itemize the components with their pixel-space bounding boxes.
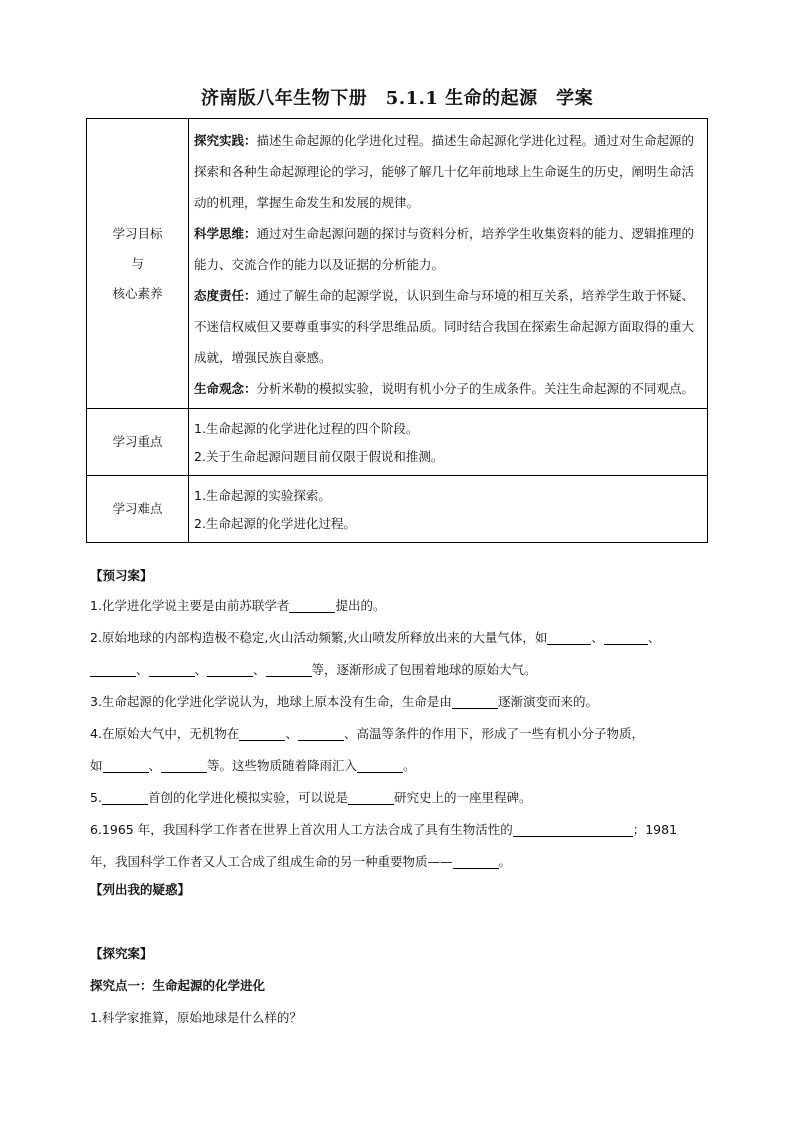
list-item: 1.生命起源的实验探索。 (194, 488, 331, 503)
objectives-row (87, 119, 708, 409)
objectives-table (86, 118, 708, 543)
objective-practice: 探究实践：描述生命起源的化学进化过程。描述生命起源化学进化过程。通过对生命起源的探索和各种生命起源理论的学习，能够了解几十亿年前地球上生命诞生的历史，阐明生命活动的机理，掌握生命发生和发展的规律。 (194, 133, 695, 210)
key-points-label: 学习重点 (87, 409, 189, 476)
explore-point-title: 探究点一：生命起源的化学进化 (90, 978, 266, 993)
blank-field[interactable] (513, 822, 633, 837)
difficulties-content (189, 476, 708, 543)
objective-concept: 生命观念：分析米勒的模拟实验，说明有机小分子的生成条件。关注生命起源的不同观点。 (194, 381, 695, 396)
preview-q3: 3.生命起源的化学进化学说认为，地球上原本没有生命，生命是由 逐渐演变而来的。 (90, 694, 598, 709)
difficulties-row (87, 476, 708, 543)
list-item: 1.生命起源的化学进化过程的四个阶段。 (194, 421, 419, 436)
page-title: 济南版八年生物下册 5.1.1 生命的起源 学案 (200, 88, 594, 109)
key-points-content (189, 409, 708, 476)
key-points-row (87, 409, 708, 476)
explore-q1: 1.科学家推算，原始地球是什么样的？ (90, 1010, 302, 1025)
preview-heading: 【预习案】 (90, 568, 153, 583)
blank-field[interactable] (90, 662, 136, 677)
blank-field[interactable] (289, 598, 335, 613)
preview-q2-line2: 、 、 、 等，逐渐形成了包围着地球的原始大气。 (90, 660, 537, 678)
list-item: 2.生命起源的化学进化过程。 (194, 516, 356, 531)
list-item: 2.关于生命起源问题目前仅限于假说和推测。 (194, 449, 444, 464)
preview-q5: 5. 首创的化学进化模拟实验，可以说是 研究史上的一座里程碑。 (90, 790, 532, 805)
blank-field[interactable] (161, 758, 207, 773)
preview-q1: 1.化学进化学说主要是由前苏联学者 提出的。 (90, 598, 386, 613)
preview-q4-line1: 4.在原始大气中，无机物在 、 、高温等条件的作用下，形成了一些有机小分子物质， (90, 726, 644, 741)
explore-heading: 【探究案】 (90, 946, 153, 961)
blank-field[interactable] (239, 726, 285, 741)
preview-q2-line1: 2.原始地球的内部构造极不稳定,火山活动频繁,火山喷发所释放出来的大量气体，如 、 、 (90, 630, 661, 645)
blank-field[interactable] (452, 694, 498, 709)
blank-field[interactable] (207, 662, 253, 677)
preview-q6-line2: 年，我国科学工作者又人工合成了组成生命的另一种重要物质—— 。 (90, 854, 512, 869)
difficulties-label: 学习难点 (87, 476, 189, 543)
blank-field[interactable] (348, 790, 394, 805)
blank-field[interactable] (298, 726, 344, 741)
objective-attitude: 态度责任：通过了解生命的起源学说，认识到生命与环境的相互关系，培养学生敢于怀疑、不迷信权威但又要尊重事实的科学思维品质。同时结合我国在探索生命起源方面取得的重大成就，增强民族自豪感。 (194, 288, 695, 365)
preview-q6-line1: 6.1965 年，我国科学工作者在世界上首次用人工方法合成了具有生物活性的 ；1981 (90, 822, 678, 837)
objectives-content (189, 119, 708, 409)
blank-field[interactable] (357, 758, 403, 773)
blank-field[interactable] (266, 662, 312, 677)
preview-q4-line2: 如 、 等。这些物质随着降雨汇入 。 (90, 758, 416, 773)
blank-field[interactable] (547, 630, 591, 645)
objectives-label: 学习目标 与 核心素养 (87, 119, 189, 409)
blank-field[interactable] (102, 790, 148, 805)
doubts-heading: 【列出我的疑惑】 (90, 882, 191, 897)
blank-field[interactable] (453, 854, 499, 869)
blank-field[interactable] (149, 662, 195, 677)
blank-field[interactable] (103, 758, 149, 773)
objective-thinking: 科学思维：通过对生命起源问题的探讨与资料分析，培养学生收集资料的能力、逻辑推理的能力、交流合作的能力以及证据的分析能力。 (194, 226, 695, 272)
blank-field[interactable] (604, 630, 648, 645)
